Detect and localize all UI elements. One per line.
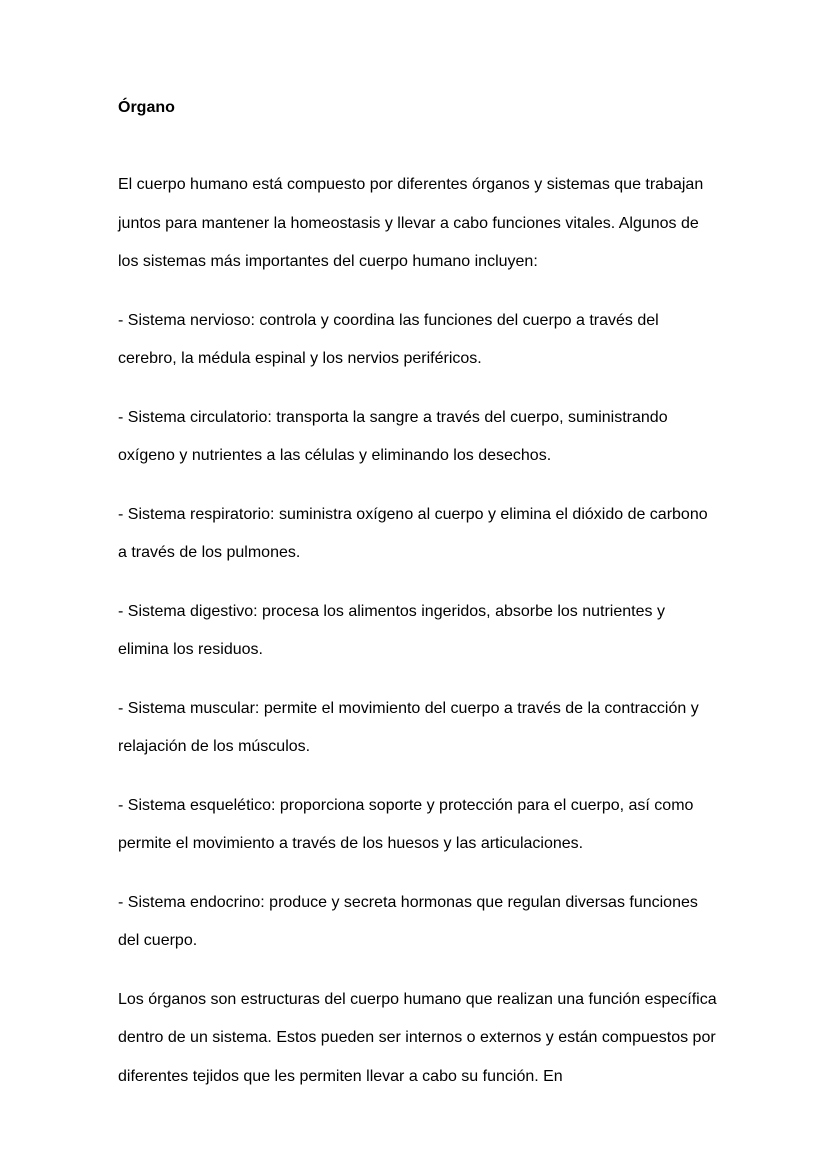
system-endocrine-paragraph: - Sistema endocrino: produce y secreta hormonas que regulan diversas funciones del cuerpo. [118,893,698,949]
paragraph-gap [118,379,718,399]
paragraph-gap [118,864,718,884]
paragraph-gap [118,767,718,787]
system-circulatory-paragraph: - Sistema circulatorio: transporta la sangre a través del cuerpo, suministrando oxígeno y nutrientes a las células y eliminando los desechos. [118,408,668,464]
closing-paragraph: Los órganos son estructuras del cuerpo humano que realizan una función específica dentro de un sistema. Estos pueden ser internos o externos y están compuestos por diferentes tejidos que les permiten llevar a cabo su función. En [118,990,717,1085]
intro-paragraph: El cuerpo humano está compuesto por diferentes órganos y sistemas que trabajan juntos para mantener la homeostasis y llevar a cabo funciones vitales. Algunos de los sistemas más importantes del cuerpo humano incluyen: [118,176,704,270]
paragraph-gap [118,670,718,690]
paragraph-gap [118,573,718,593]
system-digestive-paragraph: - Sistema digestivo: procesa los alimentos ingeridos, absorbe los nutrientes y elimina los residuos. [118,602,665,658]
system-respiratory-paragraph: - Sistema respiratorio: suministra oxígeno al cuerpo y elimina el dióxido de carbono a través de los pulmones. [118,505,708,561]
paragraph-gap [118,476,718,496]
system-nervous-paragraph: - Sistema nervioso: controla y coordina las funciones del cuerpo a través del cerebro, la médula espinal y los nervios periféricos. [118,311,659,367]
document-page [118,94,718,1096]
system-muscular-paragraph: - Sistema muscular: permite el movimiento del cuerpo a través de la contracción y relajación de los músculos. [118,699,699,755]
document-title: Órgano [118,99,175,116]
paragraph-gap [118,282,718,302]
system-skeletal-paragraph: - Sistema esquelético: proporciona soporte y protección para el cuerpo, así como permite el movimiento a través de los huesos y las articulaciones. [118,796,694,852]
paragraph-gap [118,961,718,981]
